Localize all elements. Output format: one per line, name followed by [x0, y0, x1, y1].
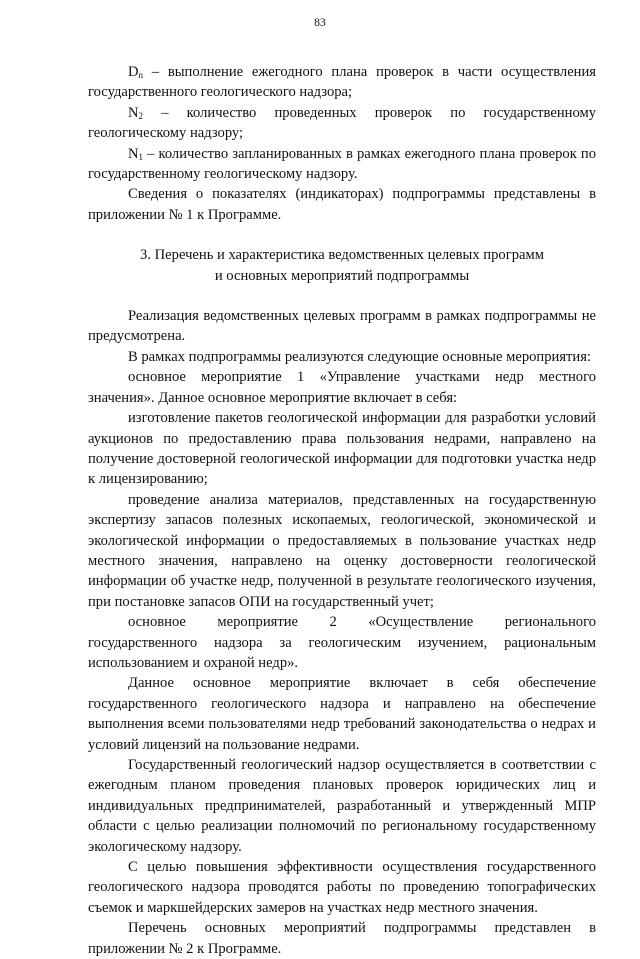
paragraph: изготовление пакетов геологической информации для разработки условий аукционов по предоставлению права пользования недрами, направлено на получение достоверной геологической информации для подготовки участка недр к лицензированию; — [88, 410, 596, 488]
definition-text: – количество проведенных проверок по государственному геологическому надзору; — [88, 104, 596, 142]
definition-dn — [88, 62, 596, 103]
intro-paragraph: Сведения о показателях (индикаторах) подпрограммы представлены в приложении № 1 к Программе. — [88, 186, 596, 223]
definition-symbol: N — [128, 104, 139, 121]
paragraph: Перечень основных мероприятий подпрограммы представлен в приложении № 2 к Программе. — [88, 920, 596, 957]
document-body — [88, 62, 596, 959]
definition-symbol: D — [128, 64, 139, 80]
paragraph: Данное основное мероприятие включает в себя обеспечение государственного геологического надзора и направлено на обеспечение выполнения всеми пользователями недр требований законодательства о недрах и условий лицензий на пользование недрами. — [88, 675, 596, 753]
paragraph: С целью повышения эффективности осуществления государственного геологического надзора проводятся работы по проведению топографических съемок и маркшейдерских замеров на участках недр местного значения. — [88, 859, 596, 916]
definition-subscript: 2 — [138, 110, 144, 121]
definition-symbol: N — [128, 145, 139, 162]
section-heading — [88, 245, 596, 286]
section-title-line-1: 3. Перечень и характеристика ведомственных целевых программ — [140, 247, 544, 264]
definition-n2 — [88, 103, 596, 144]
paragraph: основное мероприятие 1 «Управление участками недр местного значения». Данное основное мероприятие включает в себя: — [88, 369, 596, 406]
paragraph: основное мероприятие 2 «Осуществление регионального государственного надзора за геологическим изучением, рациональным использованием и охраной недр». — [88, 614, 596, 671]
definition-n1 — [88, 144, 596, 185]
paragraph: Государственный геологический надзор осуществляется в соответствии с ежегодным планом проведения плановых проверок юридических лиц и индивидуальных предпринимателей, разработанный и утвержденный МПР области с целью реализации полномочий по региональному государственному экологическому надзору. — [88, 757, 596, 855]
paragraph: Реализация ведомственных целевых программ в рамках подпрограммы не предусмотрена. — [88, 308, 596, 345]
section-title-line-2: и основных мероприятий подпрограммы — [214, 267, 470, 284]
definition-subscript: n — [138, 70, 144, 80]
definition-subscript: 1 — [138, 151, 144, 162]
page-number: 83 — [314, 17, 326, 29]
definition-text: – количество запланированных в рамках ежегодного плана проверок по государственному геологическому надзору. — [88, 145, 596, 183]
paragraph: проведение анализа материалов, представленных на государственную экспертизу запасов полезных ископаемых, геологической, экономической и экологической информации о предоставляемых в пользование участках недр местного значения, направлено на оценку достоверности геологической информации об участке недр, полученной в результате геологического изучения, при постановке запасов ОПИ на государственный учет; — [88, 491, 596, 610]
definition-text: – выполнение ежегодного плана проверок в части осуществления государственного геологического надзора; — [88, 64, 596, 101]
paragraph: В рамках подпрограммы реализуются следующие основные мероприятия: — [128, 348, 592, 365]
